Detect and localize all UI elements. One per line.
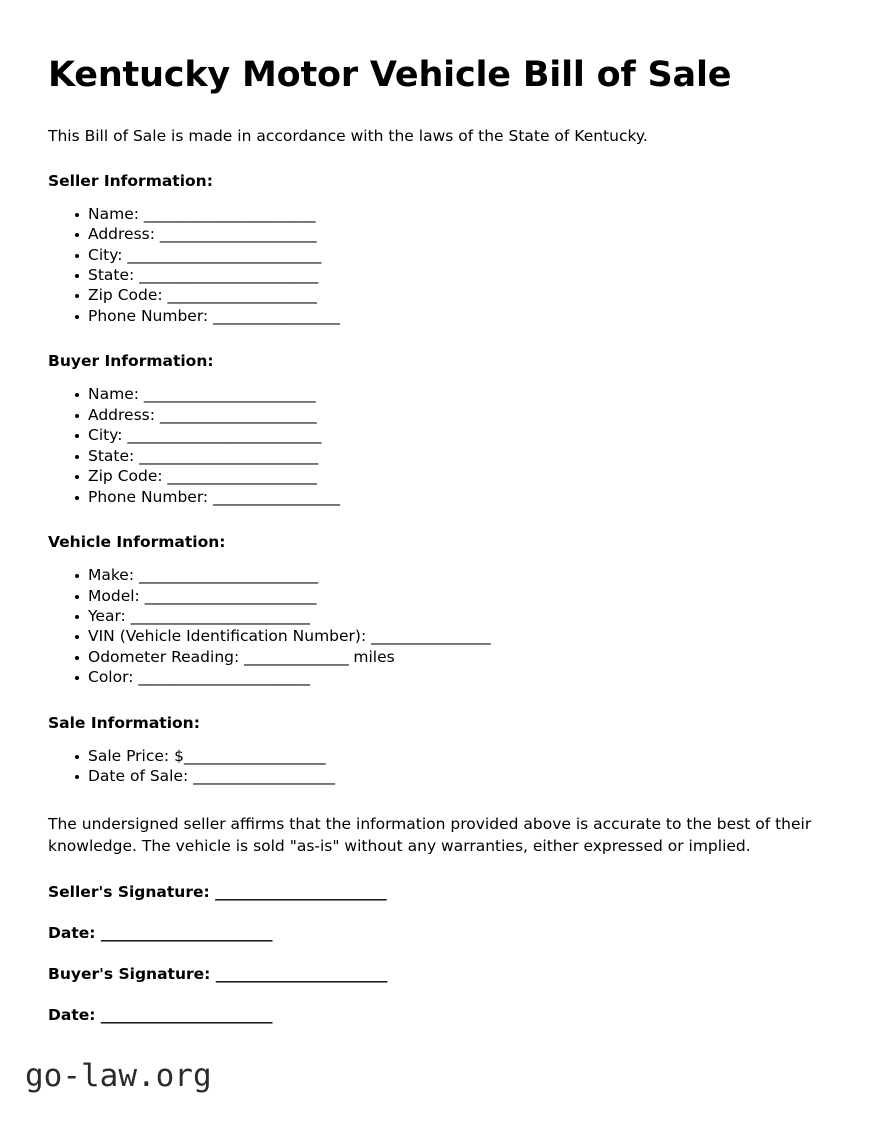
field-blank[interactable]: ________________ (371, 627, 491, 646)
seller-date-blank[interactable]: _______________________ (100, 923, 273, 942)
field-label: Address: (88, 405, 155, 424)
field-blank[interactable]: _____________________ (159, 225, 317, 244)
field-blank[interactable]: _______________________ (143, 385, 316, 404)
buyer-signature-blank[interactable]: _______________________ (215, 964, 388, 983)
list-item (48, 446, 819, 466)
vehicle-information-heading: Vehicle Information: (48, 533, 226, 552)
seller-date-line (48, 924, 819, 942)
field-blank[interactable]: _______________________ (144, 586, 317, 605)
field-suffix: miles (348, 647, 395, 666)
field-blank[interactable]: ________________________ (139, 266, 319, 285)
field-blank[interactable]: _______________________ (138, 668, 310, 687)
field-label: City: (88, 245, 123, 264)
field-blank[interactable]: ____________________ (167, 286, 317, 305)
field-blank[interactable]: ___________________ (183, 746, 326, 765)
field-label: Date of Sale: (88, 767, 189, 786)
field-label: State: (88, 446, 135, 465)
field-label: Color: (88, 668, 134, 687)
sale-information-heading: Sale Information: (48, 713, 200, 732)
field-blank[interactable]: ___________________ (193, 767, 335, 786)
field-label: VIN (Vehicle Identification Number): (88, 627, 367, 646)
seller-signature-line (48, 883, 819, 901)
field-label: Zip Code: (88, 467, 163, 486)
field-blank[interactable]: _________________ (213, 306, 340, 325)
field-blank[interactable]: _____________________ (159, 405, 317, 424)
list-item (48, 565, 819, 585)
list-item (48, 487, 819, 507)
field-blank[interactable]: __________________________ (127, 426, 322, 445)
field-label: Name: (88, 204, 139, 223)
list-item (48, 285, 819, 305)
field-blank[interactable]: ________________________ (130, 607, 310, 625)
list-item (48, 586, 819, 606)
affirmation-paragraph: The undersigned seller affirms that the information provided above is accurate to the best of their knowledge. The vehicle is sold "as-is" without any warranties, either expressed or implied. (48, 814, 812, 855)
list-item (48, 224, 819, 244)
list-item (48, 606, 819, 626)
vehicle-field-list (48, 565, 819, 688)
field-label: Odometer Reading: (88, 647, 240, 666)
field-blank[interactable]: _______________________ (143, 204, 316, 223)
list-item (48, 265, 819, 285)
field-label: State: (88, 266, 135, 285)
site-watermark: go-law.org (25, 1058, 212, 1094)
seller-field-list (48, 204, 819, 327)
field-label: Phone Number: (88, 306, 209, 325)
list-item (48, 746, 819, 766)
field-label: Name: (88, 385, 139, 404)
field-blank[interactable]: ______________ (244, 647, 349, 666)
buyer-field-list (48, 384, 819, 507)
field-label: Zip Code: (88, 286, 163, 305)
field-blank[interactable]: __________________________ (127, 245, 322, 264)
list-item (48, 626, 819, 646)
buyer-date-label: Date: (48, 1005, 96, 1024)
list-item (48, 667, 819, 687)
sale-field-list (48, 746, 819, 787)
buyer-signature-label: Buyer's Signature: (48, 964, 211, 983)
page-title: Kentucky Motor Vehicle Bill of Sale (48, 55, 732, 95)
list-item (48, 245, 819, 265)
list-item (48, 405, 819, 425)
field-label: Address: (88, 225, 155, 244)
buyer-information-heading: Buyer Information: (48, 352, 214, 371)
field-blank[interactable]: ________________________ (139, 446, 319, 465)
list-item (48, 647, 819, 667)
seller-date-label: Date: (48, 923, 96, 942)
field-label: Phone Number: (88, 487, 209, 506)
seller-signature-label: Seller's Signature: (48, 882, 210, 901)
seller-signature-blank[interactable]: _______________________ (215, 882, 387, 901)
field-label: Model: (88, 586, 140, 605)
buyer-date-line (48, 1006, 819, 1024)
list-item (48, 766, 819, 786)
seller-information-heading: Seller Information: (48, 171, 213, 190)
buyer-date-blank[interactable]: _______________________ (100, 1005, 273, 1024)
field-label: Sale Price: $ (88, 746, 184, 765)
field-blank[interactable]: ________________________ (139, 566, 318, 585)
list-item (48, 425, 819, 445)
list-item (48, 384, 819, 404)
field-blank[interactable]: _________________ (213, 487, 340, 506)
list-item (48, 306, 819, 326)
buyer-signature-line (48, 965, 819, 983)
field-label: Make: (88, 566, 135, 585)
list-item (48, 204, 819, 224)
field-label: Year: (88, 607, 126, 625)
field-blank[interactable]: ____________________ (167, 467, 317, 486)
intro-paragraph: This Bill of Sale is made in accordance with the laws of the State of Kentucky. (48, 127, 648, 146)
field-label: City: (88, 426, 123, 445)
list-item (48, 466, 819, 486)
